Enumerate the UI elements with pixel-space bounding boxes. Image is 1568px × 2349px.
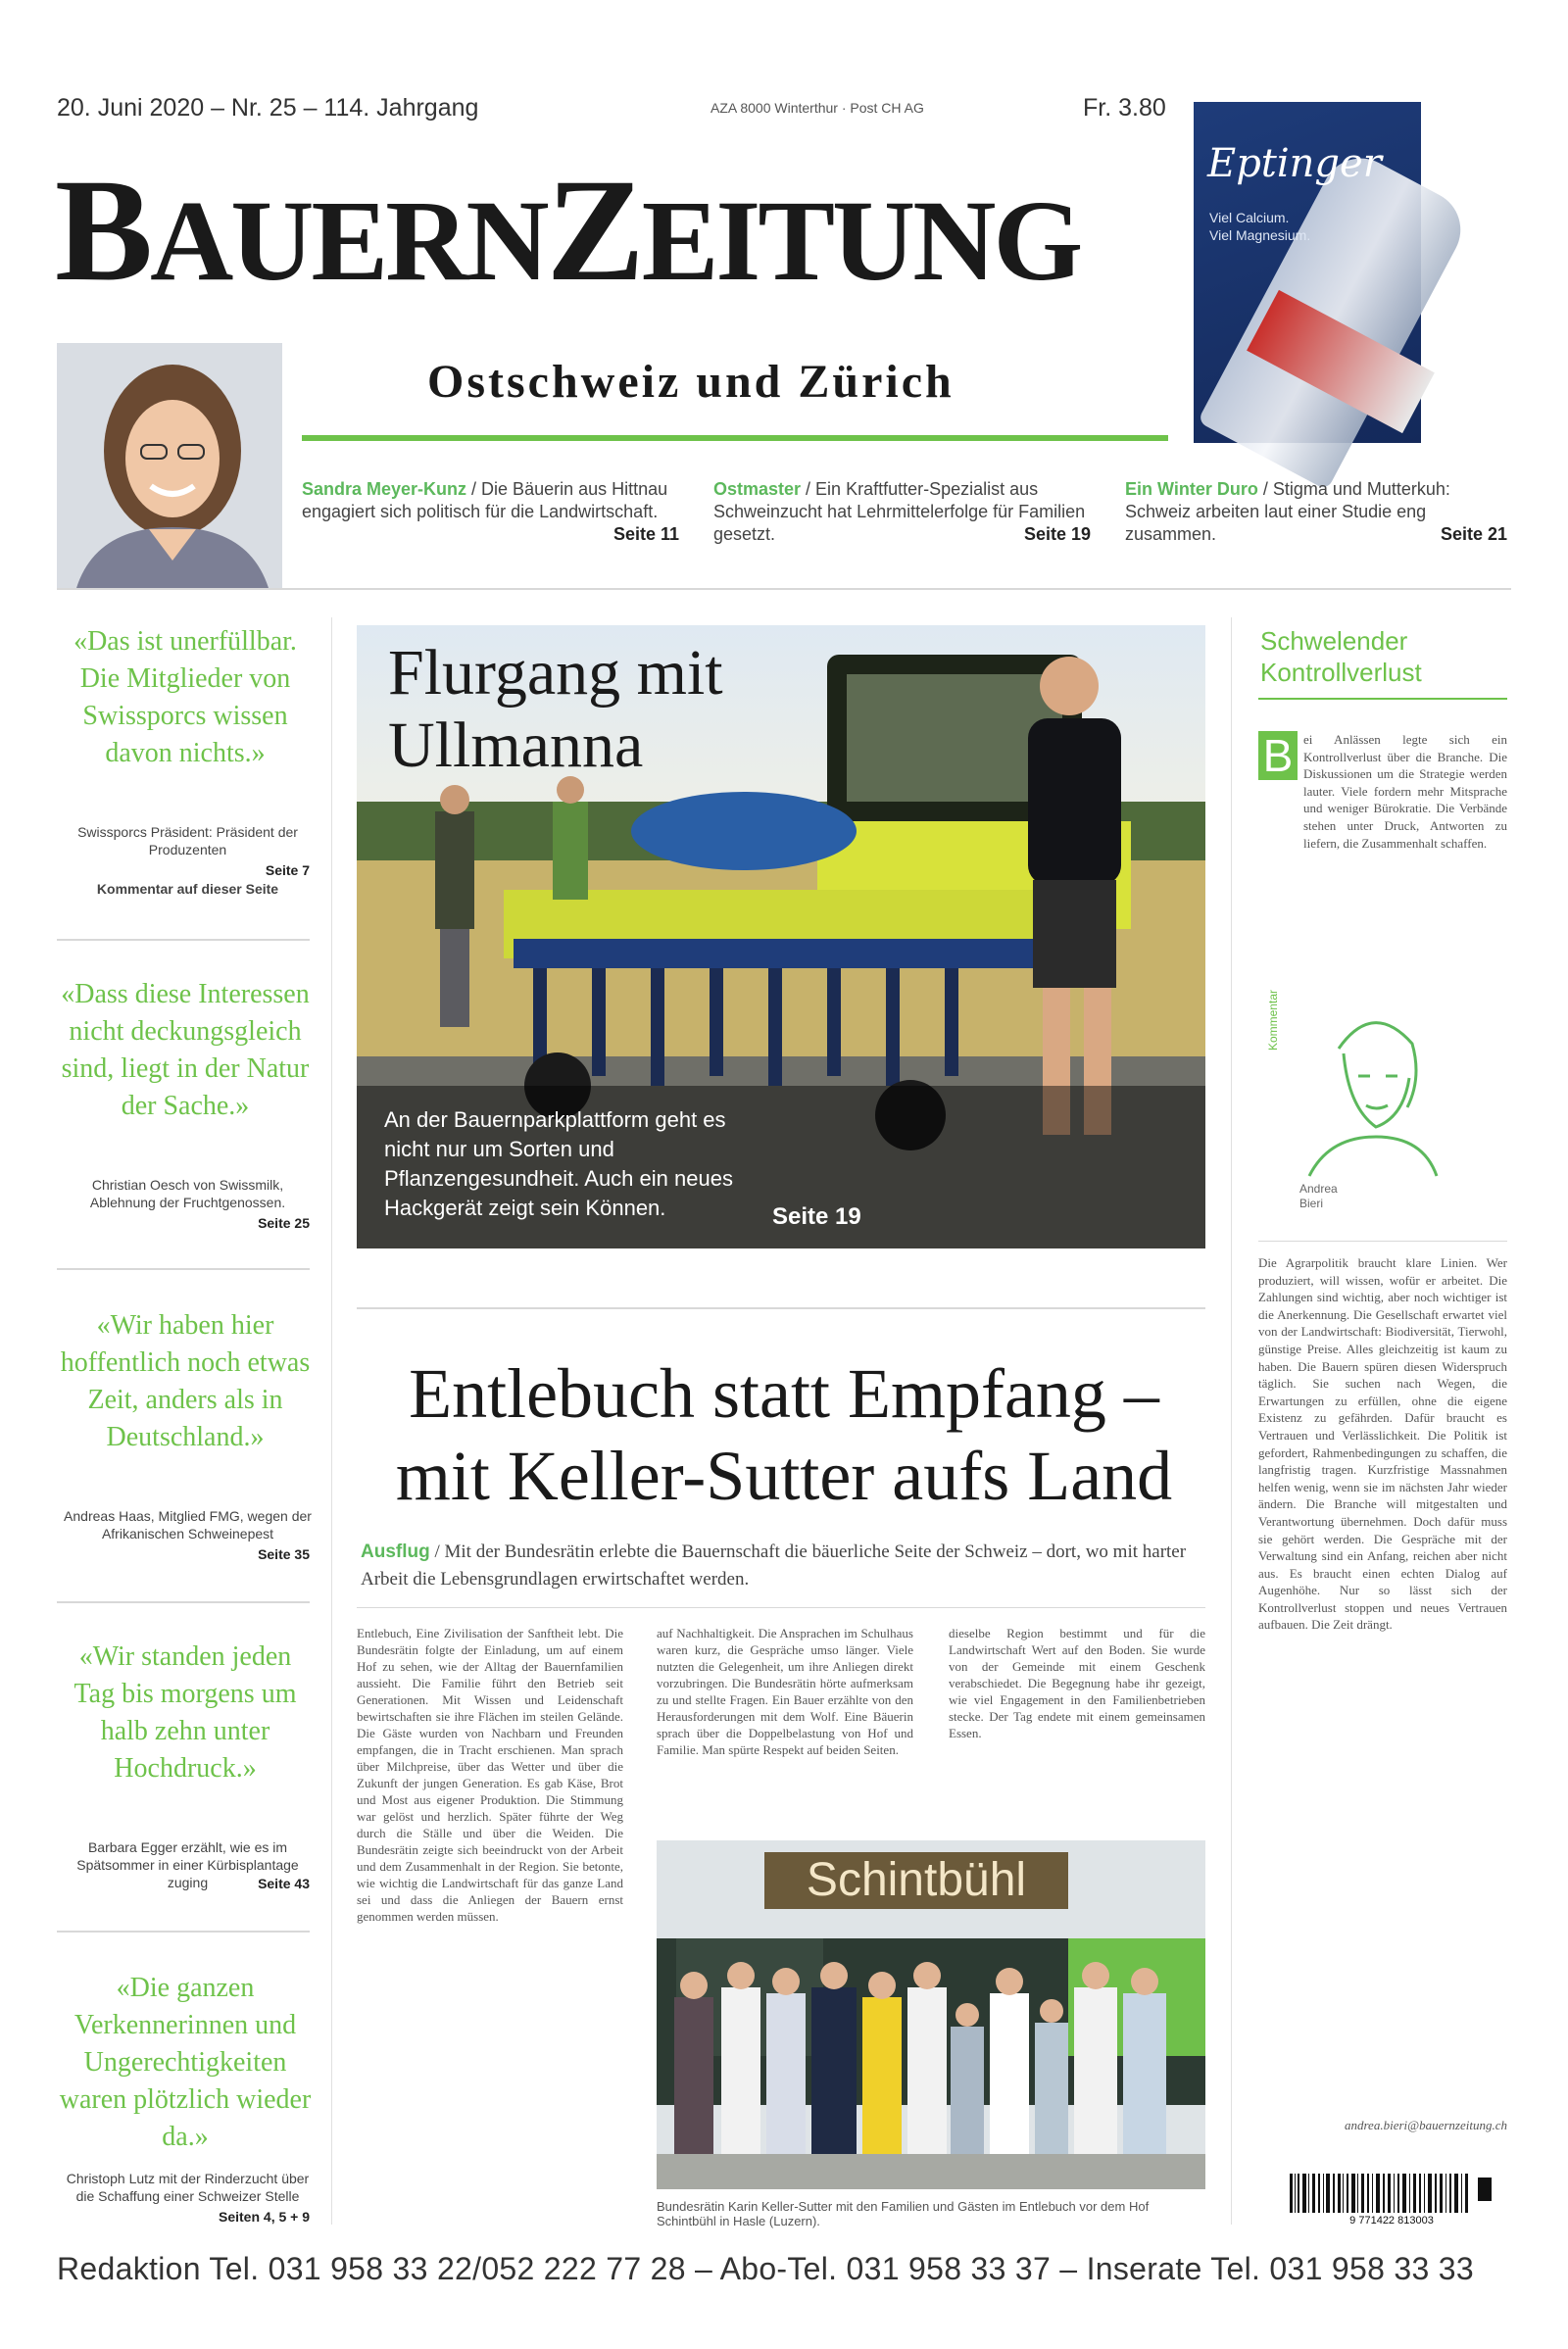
quote-source: Swissporcs Präsident: Präsident der Produzenten <box>77 824 298 857</box>
lead-text <box>361 1539 1203 1593</box>
farm-sign: Schintbühl <box>764 1852 1068 1909</box>
teaser-kicker: Sandra Meyer-Kunz <box>302 479 467 499</box>
portrait-photo <box>57 343 282 588</box>
teaser-3[interactable] <box>1125 478 1507 546</box>
divider <box>357 1607 1205 1608</box>
quote-note: Kommentar auf dieser Seite <box>96 881 279 897</box>
article-column-1: Entlebuch, Eine Zivilisation der Sanftheit lebt. Die Bundesrätin folgte der Einladung, um auf einem Hof zu sehen, wie der Alltag der Bauernfamilien aussieht. Die Familie führt den Betrieb seit Generationen. Mit Wissen und Leidenschaft bewirtschaften sie ihre Flächen im steilen Gelände. Die Gäste wurden von Nachbarn und Freunden empfangen, die in Tracht erschienen. Man sprach über Milchpreise, über das Wetter und über die Zukunft der jungen Generation. Es gab Käse, Brot und Most aus eigener Produktion. Die Stimmung war gelöst und herzlich. Später führte der Weg durch die Ställe und über die Weiden. Die Bundesrätin zeigte sich beeindruckt von der Arbeit und dem Zusammenhalt in der Region. Sie betonte, wie wichtig die Landwirtschaft für das ganze Land sei und dass die Anliegen der Bauern ernst genommen werden müssen. <box>357 1626 623 1924</box>
dateline: 20. Juni 2020 – Nr. 25 – 114. Jahrgang <box>57 94 479 122</box>
masthead-b: B <box>55 149 151 312</box>
divider <box>357 1307 1205 1309</box>
author-sketch-portrait <box>1299 990 1446 1176</box>
main-photo-title-line1: Flurgang mit <box>388 637 723 709</box>
masthead-z: Z <box>546 149 642 312</box>
quote-2: «Dass diese Interessen nicht deckungsgleich sind, liegt in der Natur der Sache.» <box>61 979 310 1121</box>
commentary-email[interactable]: andrea.bieri@bauernzeitung.ch <box>1344 2118 1507 2132</box>
ad-tagline-1: Viel Calcium. <box>1209 210 1290 225</box>
masthead-subtitle: Ostschweiz und Zürich <box>427 356 955 408</box>
quote-3: «Wir haben hier hoffentlich noch etwas Zeit, anders als in Deutschland.» <box>60 1310 311 1452</box>
teaser-1[interactable] <box>302 478 679 544</box>
masthead-auern: AUERN <box>150 176 547 305</box>
commentary-body: Die Agrarpolitik braucht klare Linien. Wer produziert, will wissen, wofür er arbeitet. Die Zahlungen sind wichtig, aber noch wichtiger ist die Anerkennung. Die Gesellschaft erwartet viel von der Landwirtschaft: Biodiversität, Tierwohl, günstige Preise. Alles gleichzeitig ist kaum zu haben. Die Bauern spüren diesen Widerspruch täglich. Sie suchen nach Wegen, die Erwartungen zu erfüllen, ohne die eigene Existenz zu gefährden. Dafür braucht es Vertrauen und Verlässlichkeit. Die Politik ist gefordert, Rahmenbedingungen zu schaffen, die langfristig tragen. Kurzfristige Massnahmen helfen wenig, wenn sie im nächsten Jahr wieder ändern. Die Branche will mitgestalten und Verantwortung übernehmen. Doch dafür muss sie gehört werden. Die Gespräche mit der Verwaltung sind ein Anfang, reichen aber nicht aus. Es braucht einen echten Dialog auf Augenhöhe. Nur so lässt sich der Kontrollverlust stoppen und neues Vertrauen aufbauen. Die Zeit drängt. <box>1258 1255 1507 1633</box>
teaser-kicker: Ostmaster <box>713 479 802 499</box>
divider <box>57 588 1511 590</box>
main-photo-title <box>388 637 723 782</box>
bottle-image <box>1198 145 1475 491</box>
lead-headline[interactable] <box>353 1352 1215 1517</box>
quote-page[interactable]: Seite 7 <box>265 862 310 878</box>
ad-tagline-2: Viel Magnesium. <box>1209 227 1311 243</box>
author-credit <box>1299 1182 1338 1211</box>
masthead-rule <box>302 435 1168 441</box>
barcode-number: 9 771422 813003 <box>1349 2215 1434 2227</box>
teaser-2[interactable] <box>713 478 1091 546</box>
dropcap: B <box>1258 731 1298 780</box>
main-photo-caption: An der Bauernparkplattform geht es nicht nur um Sorten und Pflanzengesundheit. Auch ein neues Hackgerät zeigt sein Können. <box>384 1107 733 1220</box>
lead-kicker: Ausflug <box>361 1542 430 1562</box>
teaser-page: Seite 21 <box>1440 524 1507 544</box>
column-divider <box>331 617 332 2225</box>
lead-body: / Mit der Bundesrätin erlebte die Bauernschaft die bäuerliche Seite der Schweiz – dort, wo mit harter Arbeit die Lebensgrundlagen erwirtschaftet werden. <box>361 1542 1187 1590</box>
quote-page[interactable]: Seite 35 <box>258 1546 310 1562</box>
teaser-text: / Ein Kraftfutter-Spezialist aus Schweinzucht hat Lehrmittelerfolge für Familien gesetzt. <box>713 479 1086 544</box>
postal-info: AZA 8000 Winterthur · Post CH AG <box>710 100 924 116</box>
masthead-eitung: EITUNG <box>641 176 1081 305</box>
quote-4: «Wir standen jeden Tag bis morgens um halb zehn unter Hochdruck.» <box>74 1641 297 1784</box>
quote-source: Andreas Haas, Mitglied FMG, wegen der Afrikanischen Schweinepest <box>64 1508 312 1542</box>
author-first: Andrea <box>1299 1182 1338 1196</box>
commentary-label: Kommentar <box>1266 990 1280 1052</box>
price: Fr. 3.80 <box>1083 94 1166 122</box>
footer-contacts: Redaktion Tel. 031 958 33 22/052 222 77 28 – Abo-Tel. 031 958 33 37 – Inserate Tel. 031 958 33 33 <box>57 2251 1474 2286</box>
quote-page[interactable]: Seite 43 <box>258 1876 310 1891</box>
teaser-page: Seite 11 <box>612 524 679 544</box>
masthead[interactable] <box>55 149 1081 312</box>
divider <box>57 1268 310 1270</box>
quote-page[interactable]: Seite 25 <box>258 1215 310 1231</box>
headline-line1: Entlebuch statt Empfang – <box>409 1354 1159 1433</box>
article-column-3: dieselbe Region bestimmt und für die Landwirtschaft Wert auf den Boden. Sie wurde von der Gemeinde mit einem Geschenk verabschiedet. Die Begegnung habe ihr gezeigt, wie viel Engagement in den Familienbetrieben stecke. Der Tag endete mit einem gemeinsamen Essen. <box>949 1626 1205 1740</box>
quote-source: Christian Oesch von Swissmilk, Ablehnung der Fruchtgenossen. <box>89 1177 286 1210</box>
commentary-title[interactable]: Schwelender Kontrollverlust <box>1260 626 1422 687</box>
commentary-rule <box>1258 698 1507 700</box>
teaser-text: / Stigma und Mutterkuh: Schweiz arbeiten laut einer Studie eng zusammen. <box>1125 479 1450 544</box>
quote-page[interactable]: Seiten 4, 5 + 9 <box>219 2209 310 2225</box>
divider <box>57 1931 310 1933</box>
main-photo-page-link[interactable]: Seite 19 <box>772 1203 861 1230</box>
quote-source: Christoph Lutz mit der Rinderzucht über die Schaffung einer Schweizer Stelle <box>66 2171 310 2204</box>
quote-1: «Das ist unerfüllbar. Die Mitglieder von Swissporcs wissen davon nichts.» <box>74 626 297 768</box>
divider <box>57 1601 310 1603</box>
group-photo-caption: Bundesrätin Karin Keller-Sutter mit den Familien und Gästen im Entlebuch vor dem Hof Schintbühl in Hasle (Luzern). <box>657 2199 1150 2228</box>
headline-line2: mit Keller-Sutter aufs Land <box>395 1437 1173 1515</box>
divider <box>57 939 310 941</box>
ad-brand: Eptinger <box>1207 141 1382 186</box>
column-divider <box>1231 617 1232 2225</box>
quote-source: Barbara Egger erzählt, wie es im Spätsommer in einer Kürbisplantage zuging <box>76 1839 299 1890</box>
quote-5: «Die ganzen Verkennerinnen und Ungerechtigkeiten waren plötzlich wieder da.» <box>59 1973 312 2152</box>
teaser-text: / Die Bäuerin aus Hittnau engagiert sich politisch für die Landwirtschaft. <box>302 479 668 521</box>
advertisement[interactable] <box>1194 102 1421 443</box>
teaser-kicker: Ein Winter Duro <box>1125 479 1258 499</box>
commentary-intro: ei Anlässen legte sich ein Kontrollverlust über die Branche. Die Diskussionen um die Strategie werden lauter. Viele fordern mehr Mitsprache und weniger Bürokratie. Die Verbände stehen unter Druck, Antworten zu liefern, die Zusammenhalt schaffen. <box>1303 732 1507 851</box>
divider <box>1258 1241 1507 1242</box>
teaser-page: Seite 19 <box>1023 524 1091 544</box>
main-photo-title-line2: Ullmanna <box>388 710 644 781</box>
author-last: Bieri <box>1299 1197 1324 1210</box>
article-column-2: auf Nachhaltigkeit. Die Ansprachen im Schulhaus waren kurz, die Gespräche umso länger. Viele nutzten die Gelegenheit, um ihre Anliegen direkt vorzubringen. Die Bundesrätin hörte aufmerksam zu und stellte Fragen. Ein Bauer erzählte von den Herausforderungen mit dem Wolf. Eine Bäuerin sprach über die Doppelbelastung von Hof und Familie. Man spürte Respekt auf beiden Seiten. <box>657 1626 913 1757</box>
